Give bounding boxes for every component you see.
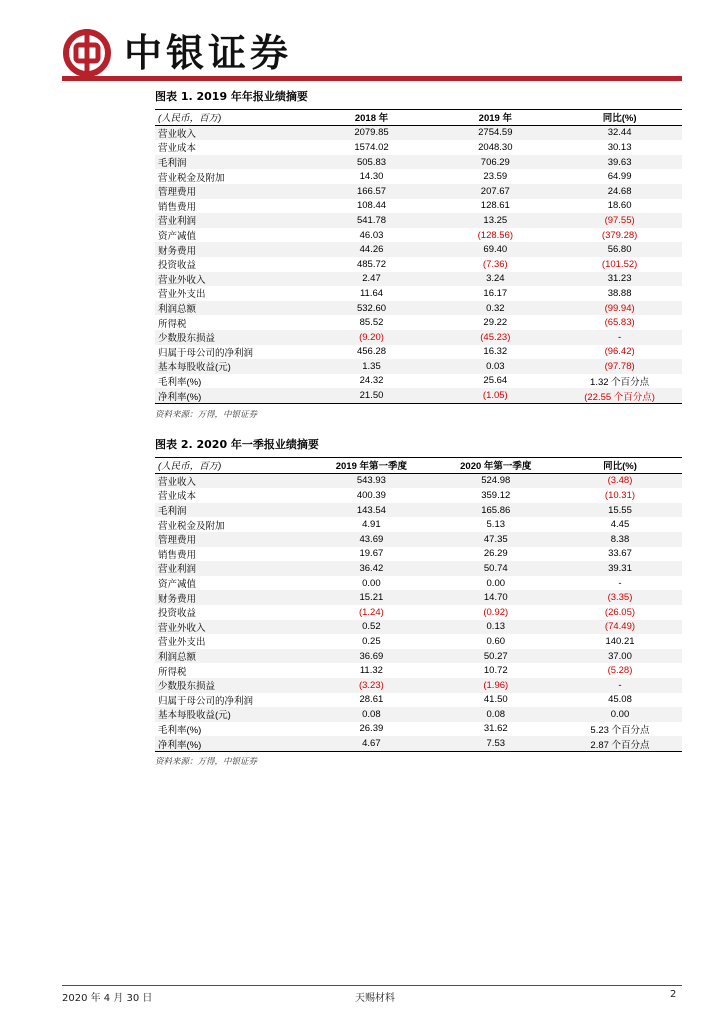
table-cell: 13.25: [433, 213, 557, 228]
table-cell: 11.32: [359, 665, 383, 677]
table-cell: 1574.02: [354, 141, 389, 153]
table-cell: 524.98: [434, 473, 558, 488]
table1-column-header: (人民币，百万): [155, 110, 310, 126]
table-cell: 4.45: [610, 519, 630, 531]
table-cell: (3.35): [558, 590, 682, 605]
table-row: [155, 374, 682, 389]
table-cell: 38.88: [607, 287, 632, 299]
table-cell: 33.67: [608, 548, 632, 560]
table-cell: 56.80: [557, 242, 682, 257]
footer-company: 天赐材料: [355, 993, 395, 1004]
row-label: 利润总额: [155, 301, 310, 316]
table-row: [155, 693, 682, 708]
table-cell: 706.29: [433, 155, 557, 170]
table-row: [155, 199, 682, 214]
table-cell: 44.26: [310, 242, 434, 257]
table-cell: (3.23): [309, 678, 433, 693]
table-row: [155, 388, 682, 403]
table-cell: 19.67: [359, 548, 384, 560]
table-cell: 0.00: [558, 707, 682, 722]
table2-column-header: 2019 年第一季度: [309, 458, 433, 474]
table-cell: 16.17: [483, 287, 508, 299]
row-label: 营业成本: [158, 491, 197, 503]
row-label: 管理费用: [155, 532, 309, 547]
table-row: [155, 649, 682, 664]
table-row: [155, 707, 682, 722]
table-cell: 32.44: [557, 125, 682, 140]
table1-column-header: 同比(%): [557, 110, 682, 126]
row-label: 归属于母公司的净利润: [158, 695, 254, 707]
table-row: [155, 359, 682, 374]
table-cell: 485.72: [356, 258, 387, 270]
table-cell: 2.87 个百分点: [558, 736, 682, 751]
table-row: [155, 242, 682, 257]
row-label: 所得税: [158, 318, 187, 330]
table-row: [155, 140, 682, 155]
table-cell: 50.74: [434, 561, 558, 576]
table-cell: 21.50: [310, 388, 434, 403]
table2-header-row: [155, 458, 682, 474]
table-cell: 14.30: [359, 171, 384, 183]
table-row: [155, 184, 682, 199]
table1: [155, 109, 682, 404]
table-cell: 10.72: [483, 665, 508, 677]
row-label: 少数股东损益: [155, 330, 310, 345]
table-row: [155, 620, 682, 635]
table-cell: 46.03: [359, 229, 384, 241]
table-cell: 11.64: [359, 287, 384, 299]
table-row: [155, 605, 682, 620]
table-cell: 143.54: [309, 503, 433, 518]
table-cell: 15.55: [558, 503, 682, 518]
table-row: [155, 722, 682, 737]
row-label: 少数股东损益: [155, 678, 309, 693]
table-cell: 3.24: [433, 272, 557, 287]
table-cell: 541.78: [310, 213, 434, 228]
table-cell: -: [557, 330, 682, 345]
table-cell: (101.52): [601, 258, 638, 270]
table-cell: 0.52: [309, 620, 433, 635]
row-label: 基本每股收益(元): [155, 359, 310, 374]
table-cell: (1.96): [434, 678, 558, 693]
table-cell: 31.62: [483, 723, 508, 735]
table-cell: 165.86: [434, 503, 558, 518]
table-row: [155, 155, 682, 170]
row-label: 净利率(%): [155, 736, 309, 751]
table-cell: 39.63: [557, 155, 682, 170]
row-label: 毛利率(%): [158, 376, 202, 388]
table-cell: 7.53: [434, 736, 558, 751]
brand-name: 中银证券: [124, 30, 293, 75]
table-cell: 47.35: [434, 532, 558, 547]
table-row: [155, 517, 682, 532]
table-cell: (1.05): [433, 388, 557, 403]
table-cell: 31.23: [557, 272, 682, 287]
table-cell: 85.52: [359, 317, 384, 329]
table-cell: 23.59: [483, 171, 508, 183]
table-cell: (5.28): [607, 665, 633, 677]
table-row: [155, 228, 682, 243]
footer-date: 2020 年 4 月 30 日: [62, 993, 153, 1004]
table-cell: 14.70: [434, 590, 558, 605]
table-row: [155, 272, 682, 287]
row-label: 营业收入: [155, 125, 310, 140]
table-cell: 0.08: [434, 707, 558, 722]
table-cell: 26.29: [483, 548, 508, 560]
table-cell: 1.35: [310, 359, 434, 374]
table-row: [155, 561, 682, 576]
row-label: 基本每股收益(元): [155, 707, 309, 722]
table-cell: 50.27: [434, 649, 558, 664]
table-cell: 24.68: [557, 184, 682, 199]
table-cell: (1.24): [358, 606, 384, 618]
row-label: 资产减值: [158, 579, 197, 591]
boc-logo: [62, 28, 112, 78]
table-cell: 15.21: [309, 590, 433, 605]
row-label: 毛利润: [155, 503, 309, 518]
row-label: 投资收益: [158, 260, 197, 272]
row-label: 净利率(%): [155, 388, 310, 403]
row-label: 营业外支出: [158, 637, 206, 649]
table-row: [155, 488, 682, 503]
table-cell: (9.20): [310, 330, 434, 345]
table-cell: 5.13: [486, 519, 506, 531]
row-label: 营业利润: [155, 213, 310, 228]
row-label: 营业利润: [155, 561, 309, 576]
row-label: 营业外收入: [155, 272, 310, 287]
table-cell: 0.08: [309, 707, 433, 722]
table-row: [155, 736, 682, 751]
row-label: 营业收入: [155, 473, 309, 488]
table-cell: 29.22: [483, 317, 508, 329]
table-row: [155, 286, 682, 301]
row-label: 利润总额: [155, 649, 309, 664]
table-cell: 532.60: [310, 301, 434, 316]
table1-header-row: [155, 110, 682, 126]
table-row: [155, 315, 682, 330]
table-cell: 128.61: [480, 200, 510, 212]
table-row: [155, 532, 682, 547]
table-cell: 207.67: [433, 184, 557, 199]
table-cell: 36.69: [309, 649, 433, 664]
row-label: 管理费用: [155, 184, 310, 199]
row-label: 毛利润: [155, 155, 310, 170]
table-cell: 2754.59: [433, 125, 557, 140]
table-cell: (379.28): [601, 229, 638, 241]
table-cell: (45.23): [433, 330, 557, 345]
table-cell: (7.36): [482, 258, 508, 270]
table-cell: 2.47: [310, 272, 434, 287]
table1-source: 资料来源：万得，中银证券: [155, 410, 258, 420]
table-row: [155, 634, 682, 649]
table2-title: 图表 2. 2020 年一季报业绩摘要: [155, 438, 319, 451]
table-cell: (96.42): [604, 346, 635, 358]
table-cell: (10.31): [604, 489, 636, 501]
row-label: 财务费用: [155, 242, 310, 257]
table-cell: -: [558, 678, 682, 693]
table-cell: (97.78): [557, 359, 682, 374]
table1-column-header: 2018 年: [310, 110, 434, 126]
row-label: 毛利率(%): [158, 724, 202, 736]
table-cell: 36.42: [309, 561, 433, 576]
footer-rule: [62, 985, 682, 986]
table-cell: (97.55): [557, 213, 682, 228]
table-cell: 0.00: [362, 577, 381, 589]
table-row: [155, 125, 682, 140]
table-row: [155, 330, 682, 345]
row-label: 营业税金及附加: [158, 520, 225, 532]
table-cell: 24.32: [359, 375, 384, 387]
table-cell: 43.69: [309, 532, 433, 547]
table-cell: 26.39: [359, 723, 384, 735]
table-cell: 8.38: [558, 532, 682, 547]
table-cell: 39.31: [558, 561, 682, 576]
row-label: 销售费用: [158, 201, 197, 213]
table-cell: 30.13: [607, 141, 632, 153]
table-row: [155, 503, 682, 518]
table-row: [155, 169, 682, 184]
table-cell: 0.32: [433, 301, 557, 316]
table-cell: 25.64: [483, 375, 508, 387]
table-row: [155, 257, 682, 272]
table-cell: 140.21: [605, 635, 635, 647]
table2-source: 资料来源：万得，中银证券: [155, 757, 258, 767]
header-rule: [62, 76, 682, 81]
row-label: 资产减值: [158, 231, 197, 243]
table-cell: 16.32: [483, 346, 508, 358]
table-row: [155, 213, 682, 228]
table2: [155, 457, 682, 752]
table-row: [155, 576, 682, 591]
table-cell: 69.40: [433, 242, 557, 257]
table-cell: 456.28: [356, 346, 387, 358]
table-cell: 2079.85: [310, 125, 434, 140]
table-cell: 1.32 个百分点: [590, 376, 650, 388]
table-cell: 41.50: [483, 694, 508, 706]
table-cell: 28.61: [359, 694, 384, 706]
table1-title: 图表 1. 2019 年年报业绩摘要: [155, 90, 308, 103]
table-cell: (3.48): [558, 473, 682, 488]
table-cell: 0.00: [486, 577, 506, 589]
table-cell: 0.60: [486, 635, 506, 647]
table1-column-header: 2019 年: [433, 110, 557, 126]
row-label: 营业成本: [158, 143, 197, 155]
table-cell: 4.67: [309, 736, 433, 751]
table2-column-header: (人民币，百万): [155, 458, 309, 474]
table-cell: (65.83): [604, 317, 635, 329]
table-cell: 0.25: [362, 635, 381, 647]
table-cell: 0.03: [433, 359, 557, 374]
table-cell: 4.91: [362, 519, 381, 531]
table-cell: (26.05): [604, 606, 636, 618]
table-cell: 108.44: [356, 200, 387, 212]
table-row: [155, 663, 682, 678]
table-cell: 0.13: [434, 620, 558, 635]
table-row: [155, 345, 682, 360]
table2-column-header: 2020 年第一季度: [434, 458, 558, 474]
table-cell: 359.12: [481, 489, 511, 501]
table-cell: 505.83: [310, 155, 434, 170]
table-row: [155, 473, 682, 488]
row-label: 投资收益: [158, 608, 197, 620]
table2-column-header: 同比(%): [558, 458, 682, 474]
table-cell: (74.49): [558, 620, 682, 635]
row-label: 归属于母公司的净利润: [158, 347, 254, 359]
table-cell: 2048.30: [478, 141, 513, 153]
table-cell: 5.23 个百分点: [590, 724, 650, 736]
row-label: 财务费用: [155, 590, 309, 605]
table-row: [155, 547, 682, 562]
row-label: 销售费用: [158, 549, 197, 561]
table-cell: (22.55 个百分点): [557, 388, 682, 403]
row-label: 营业外收入: [155, 620, 309, 635]
table-row: [155, 301, 682, 316]
row-label: 营业税金及附加: [158, 172, 225, 184]
table-cell: (99.94): [557, 301, 682, 316]
table-cell: 543.93: [309, 473, 433, 488]
table-cell: 45.08: [608, 694, 632, 706]
table-cell: -: [618, 577, 622, 589]
row-label: 所得税: [158, 666, 187, 678]
table-cell: 18.60: [607, 200, 632, 212]
table-row: [155, 590, 682, 605]
footer-page-number: 2: [670, 989, 677, 1000]
table-row: [155, 678, 682, 693]
table-cell: (128.56): [477, 229, 514, 241]
table-cell: 37.00: [558, 649, 682, 664]
table-cell: (0.92): [483, 606, 509, 618]
table-cell: 400.39: [356, 489, 386, 501]
table-cell: 166.57: [310, 184, 434, 199]
row-label: 营业外支出: [158, 289, 206, 301]
table-cell: 64.99: [607, 171, 632, 183]
